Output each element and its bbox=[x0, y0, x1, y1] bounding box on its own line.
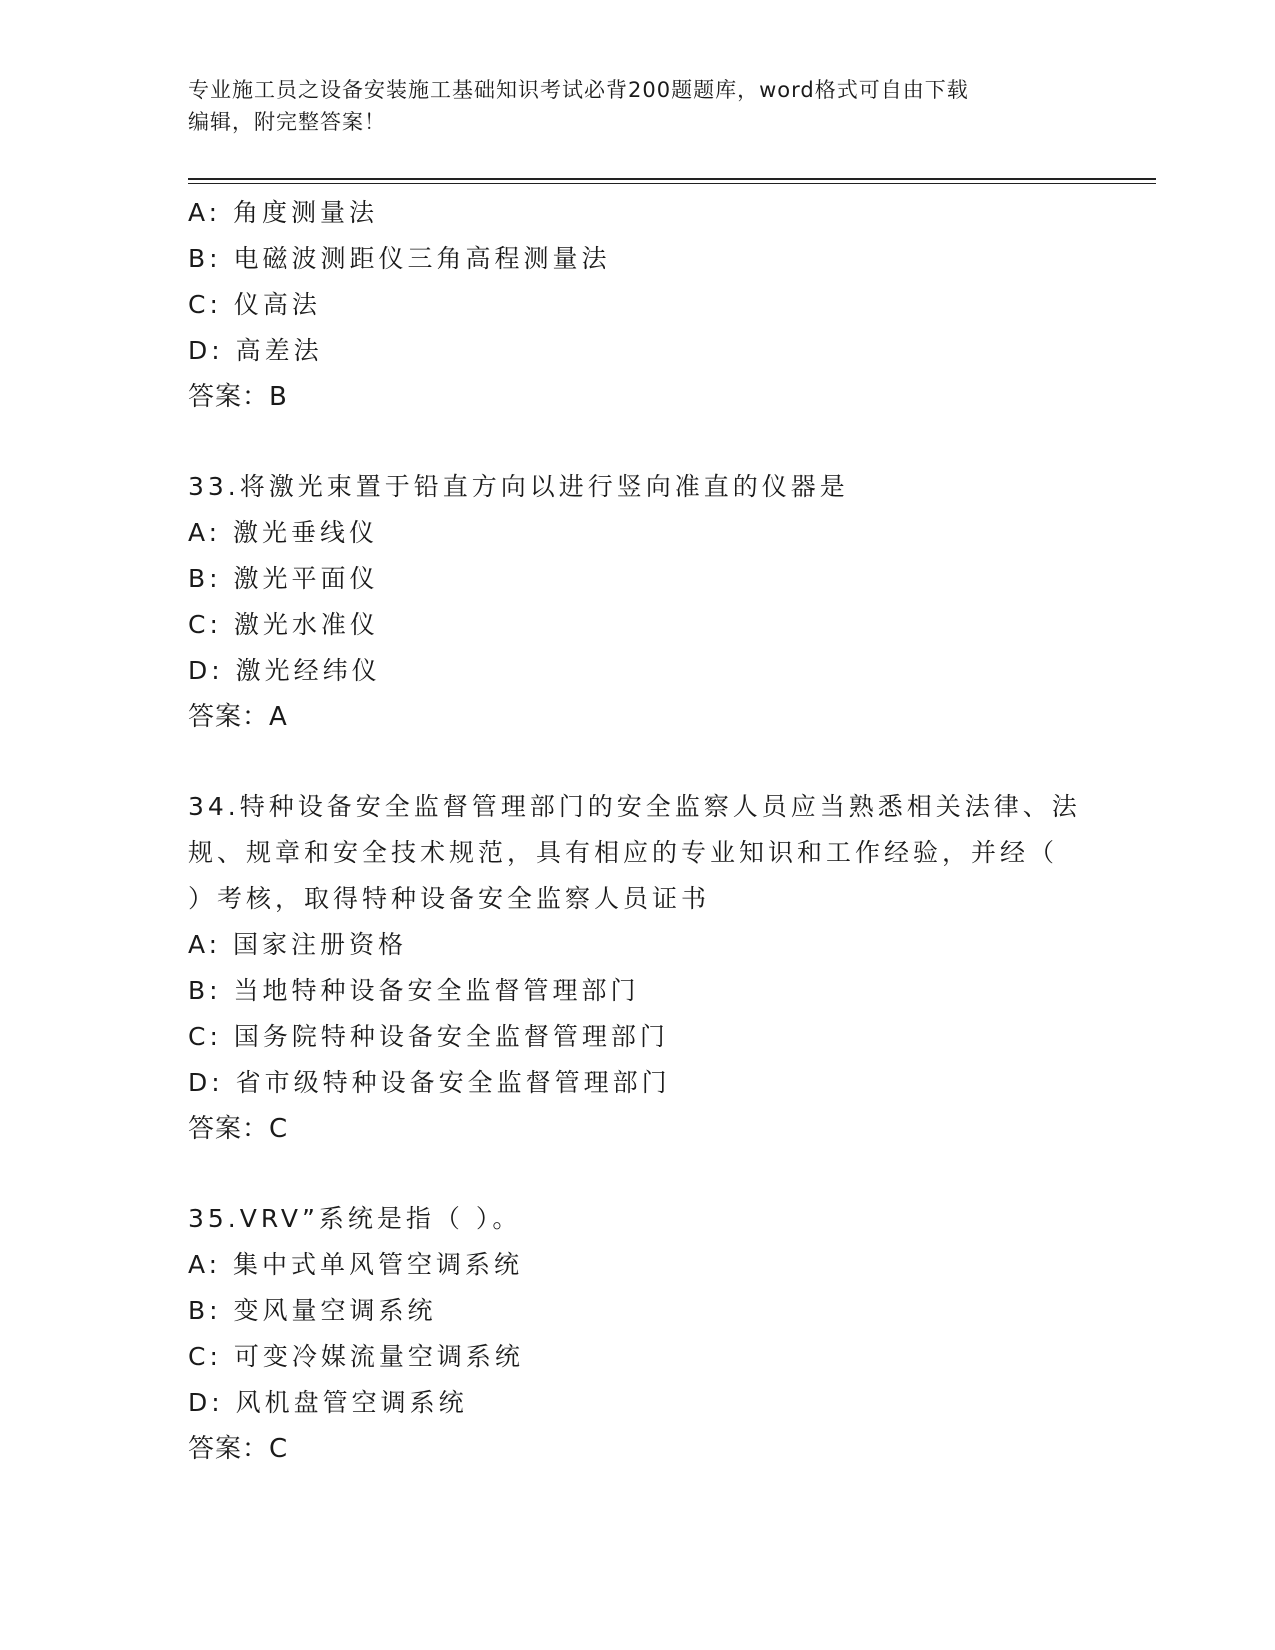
header-title-line-1: 专业施工员之设备安装施工基础知识考试必背200题题库，word格式可自由下载 bbox=[188, 78, 969, 102]
question-text: 35.VRV”系统是指（ ）。 bbox=[188, 1204, 522, 1233]
option-d: D: 省市级特种设备安全监督管理部门 bbox=[188, 1068, 671, 1097]
option-c: C: 可变冷媒流量空调系统 bbox=[188, 1342, 524, 1371]
header-divider-thin bbox=[188, 183, 1156, 184]
option-c: C: 国务院特种设备安全监督管理部门 bbox=[188, 1022, 669, 1051]
block-spacer bbox=[188, 740, 1088, 784]
option-c: C: 仪高法 bbox=[188, 290, 321, 319]
question-list bbox=[188, 190, 1088, 1472]
answer-line: 答案：B bbox=[188, 382, 288, 412]
block-spacer bbox=[188, 420, 1088, 464]
option-c: C: 激光水准仪 bbox=[188, 610, 379, 639]
option-d: D: 激光经纬仪 bbox=[188, 656, 381, 685]
question-text: 33.将激光束置于铅直方向以进行竖向准直的仪器是 bbox=[188, 472, 849, 501]
question-block-35 bbox=[188, 1196, 1088, 1472]
question-text-line-3: ）考核，取得特种设备安全监察人员证书 bbox=[188, 884, 711, 913]
header-divider-thick bbox=[188, 178, 1156, 180]
option-a: A: 集中式单风管空调系统 bbox=[188, 1250, 524, 1279]
answer-line: 答案：C bbox=[188, 1114, 289, 1144]
answer-line: 答案：C bbox=[188, 1434, 289, 1464]
option-b: B: 变风量空调系统 bbox=[188, 1296, 437, 1325]
option-a: A: 角度测量法 bbox=[188, 198, 379, 227]
option-b: B: 激光平面仪 bbox=[188, 564, 379, 593]
option-a: A: 国家注册资格 bbox=[188, 930, 408, 959]
question-block-32 bbox=[188, 190, 1088, 420]
option-d: D: 风机盘管空调系统 bbox=[188, 1388, 468, 1417]
option-b: B: 当地特种设备安全监督管理部门 bbox=[188, 976, 640, 1005]
document-header bbox=[188, 74, 1068, 138]
answer-line: 答案：A bbox=[188, 702, 288, 732]
question-block-34 bbox=[188, 784, 1088, 1152]
option-a: A: 激光垂线仪 bbox=[188, 518, 379, 547]
question-block-33 bbox=[188, 464, 1088, 740]
question-text-line-1: 34.特种设备安全监督管理部门的安全监察人员应当熟悉相关法律、法 bbox=[188, 792, 1081, 821]
option-b: B: 电磁波测距仪三角高程测量法 bbox=[188, 244, 611, 273]
option-d: D: 高差法 bbox=[188, 336, 323, 365]
block-spacer bbox=[188, 1152, 1088, 1196]
header-title-line-2: 编辑，附完整答案！ bbox=[188, 110, 386, 134]
question-text-line-2: 规、规章和安全技术规范，具有相应的专业知识和工作经验，并经（ bbox=[188, 838, 1059, 867]
